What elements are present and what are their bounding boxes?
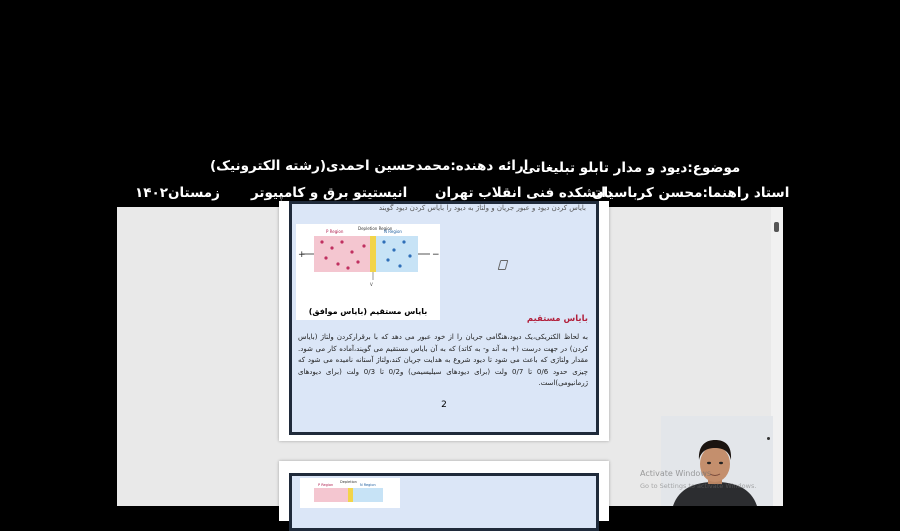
activation-watermark-subtitle: Go to Settings to activate Windows. bbox=[640, 482, 757, 490]
pn-junction-illustration-next bbox=[300, 478, 400, 508]
p-region-label: P Region bbox=[326, 229, 344, 234]
school-label: دانشکده فنی انقلاب تهران bbox=[435, 185, 613, 201]
next-diagram bbox=[300, 478, 400, 508]
page-frame bbox=[289, 201, 599, 435]
n-region-label-next: N Region bbox=[360, 483, 376, 487]
p-region-label-next: P Region bbox=[318, 483, 334, 487]
presenter-avatar bbox=[661, 416, 773, 506]
n-region-label: N Region bbox=[384, 229, 402, 234]
forward-bias-diagram bbox=[296, 224, 440, 320]
scrollbar-thumb[interactable] bbox=[774, 222, 779, 232]
barrier-voltage-label: V bbox=[370, 282, 373, 287]
activation-watermark-title: Activate Windows bbox=[640, 469, 712, 478]
semester-label: زمستان۱۴۰۲ bbox=[135, 185, 220, 201]
document-page-next bbox=[279, 461, 609, 521]
depletion-label: Depletion Region bbox=[358, 226, 393, 231]
diagram-caption: بایاس مستقیم (بایاس موافق) bbox=[308, 307, 428, 316]
camera-indicator bbox=[767, 437, 770, 440]
page-frame-next bbox=[289, 473, 599, 531]
section-heading: بایاس مستقیم bbox=[526, 314, 588, 324]
presenter-title: ارائه دهنده:محمدحسین احمدی(رشته الکترونیک) bbox=[210, 158, 529, 174]
minus-terminal: − bbox=[432, 250, 440, 260]
section-paragraph: به لحاظ الکتریکی،یک دیود،هنگامی جریان را از خود عبور می دهد که با برقرارکردن ولتاژ (بایاس کردن) در جهت درست (+ به آند و- به کاتد) که به آن بایاس مستقیم می گویند،آماده کار می شود. مقدار ولتاژی که باعث می شود تا دیود شروع به هدایت جریان کند،ولتاژ آستانه نامیده می شود که چیزی حدود 0/6 تا 0/7 ولت (برای دیودهای سیلیسیمی) و0/2 تا 0/3 ولت (برای دیودهای ژرمانیومی)است. bbox=[298, 333, 588, 387]
page-number: 2 bbox=[441, 400, 447, 410]
topic-title: موضوع:دیود و مدار تابلو تبلیغاتی bbox=[522, 160, 741, 176]
advisor-label: استاد راهنما:محسن کرباسیان bbox=[592, 185, 790, 201]
page-top-text: بایاس کردن دیود و عبور جریان و ولتاژ به دیود را بایاس کردن دیود گویند bbox=[378, 204, 586, 212]
webcam-overlay bbox=[640, 416, 773, 506]
plus-terminal: + bbox=[298, 250, 306, 260]
document-page bbox=[279, 201, 609, 441]
depletion-label-next: Depletion bbox=[340, 480, 357, 484]
pn-junction-illustration bbox=[296, 224, 440, 304]
institute-label: انیستیتو برق و کامپیوتر bbox=[251, 185, 408, 201]
